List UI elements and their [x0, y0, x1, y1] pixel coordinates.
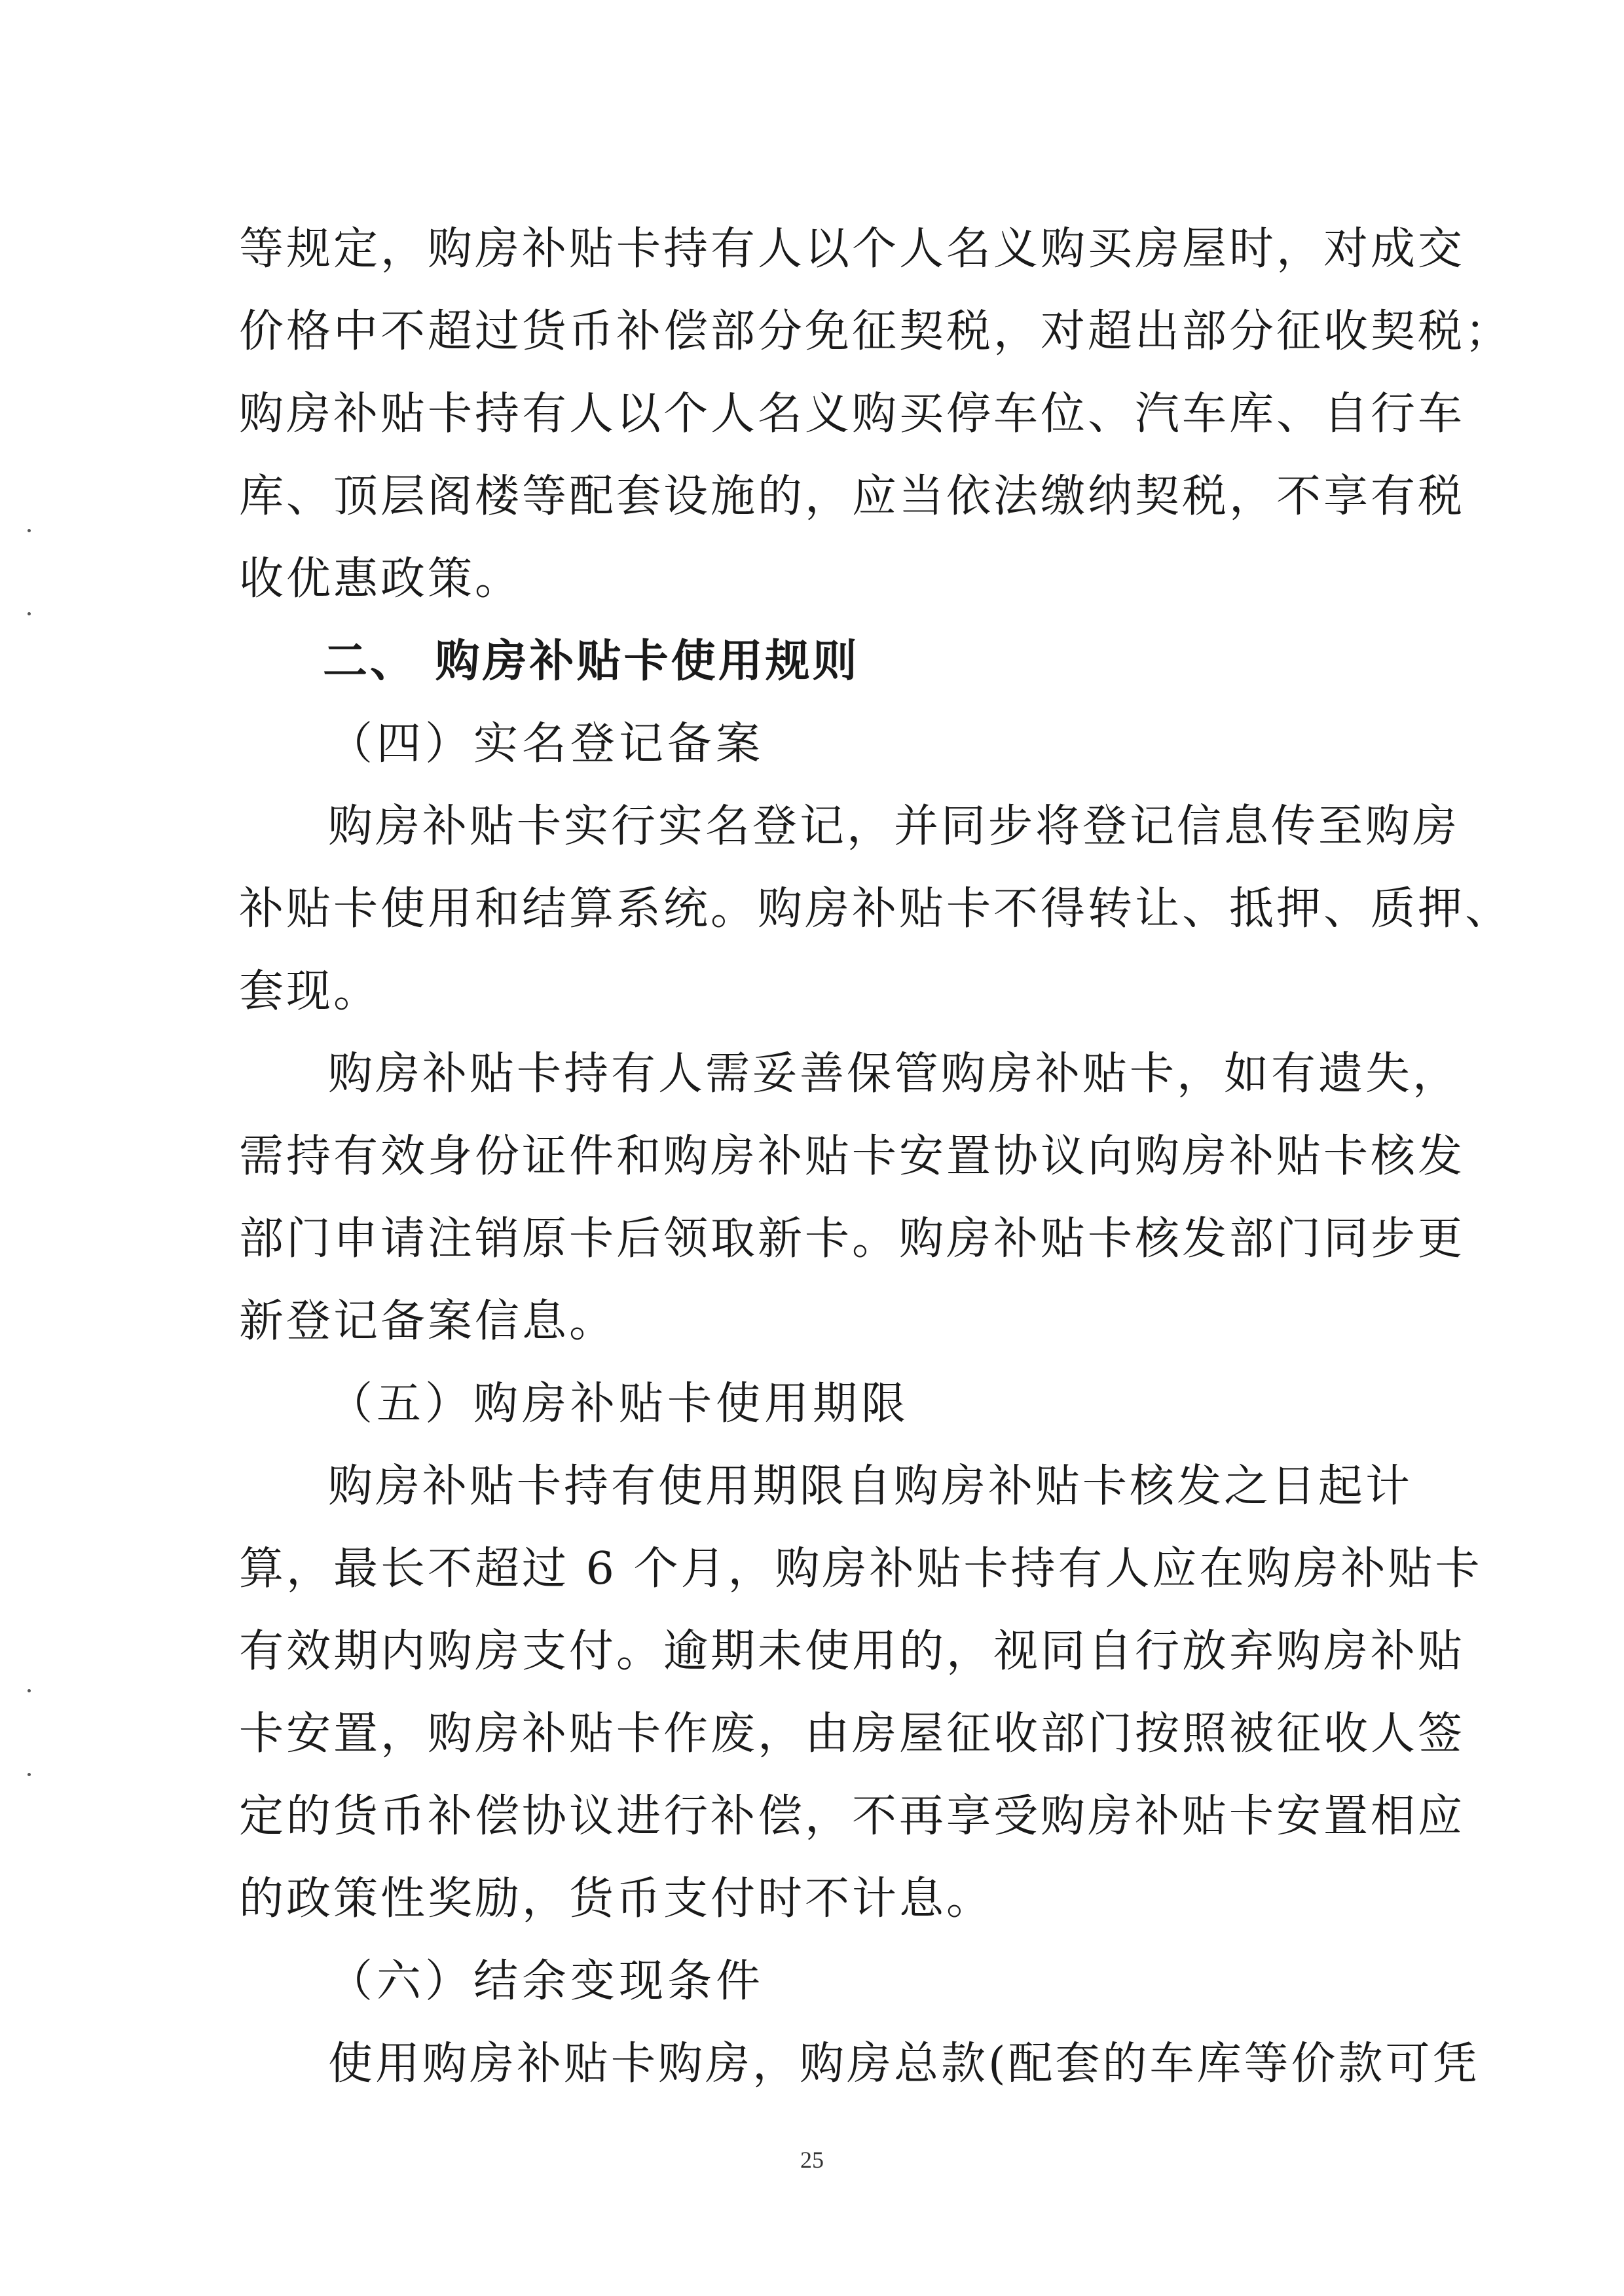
text-line: 需持有效身份证件和购房补贴卡安置协议向购房补贴卡核发: [239, 1131, 1466, 1182]
text-line: 等规定，购房补贴卡持有人以个人名义购买房屋时，对成交: [239, 223, 1466, 275]
text-line: 购房补贴卡持有人以个人名义购买停车位、汽车库、自行车: [239, 388, 1466, 440]
text-line: 算，最长不超过 6 个月，购房补贴卡持有人应在购房补贴卡: [239, 1543, 1483, 1595]
text-line: 库、顶层阁楼等配套设施的，应当依法缴纳契税，不享有税: [239, 471, 1466, 522]
section-heading: 二、 购房补贴卡使用规则: [323, 636, 860, 687]
text-line: 的政策性奖励，货币支付时不计息。: [239, 1873, 994, 1925]
text-line: 价格中不超过货币补偿部分免征契税，对超出部分征收契税；: [239, 306, 1513, 357]
subsection-heading: （四）实名登记备案: [328, 718, 765, 770]
binding-hole-mark: [28, 529, 31, 532]
binding-hole-mark: [28, 612, 31, 615]
page-number: 25: [800, 2147, 824, 2173]
text-line: 新登记备案信息。: [239, 1296, 617, 1347]
paragraph: [239, 1446, 1483, 1941]
text-line: 收优惠政策。: [239, 553, 523, 605]
text-line: 购房补贴卡实行实名登记，并同步将登记信息传至购房: [328, 801, 1460, 852]
binding-hole-mark: [28, 1689, 31, 1692]
text-line: 定的货币补偿协议进行补偿，不再享受购房补贴卡安置相应: [239, 1791, 1466, 1842]
paragraph: [239, 208, 1513, 621]
paragraph: [239, 1033, 1466, 1363]
page-body: [239, 208, 1513, 2105]
subsection-heading: （五）购房补贴卡使用期限: [328, 1378, 910, 1430]
text-line: 购房补贴卡持有人需妥善保管购房补贴卡，如有遗失，: [328, 1048, 1460, 1100]
text-line: 部门申请注销原卡后领取新卡。购房补贴卡核发部门同步更: [239, 1213, 1466, 1265]
paragraph: [239, 2023, 1480, 2105]
text-line: 补贴卡使用和结算系统。购房补贴卡不得转让、抵押、质押、: [239, 883, 1513, 935]
text-line: 套现。: [239, 966, 381, 1017]
text-line: 使用购房补贴卡购房，购房总款(配套的车库等价款可凭: [328, 2038, 1480, 2090]
binding-hole-mark: [28, 1773, 31, 1776]
paragraph: [239, 786, 1513, 1033]
text-line: 有效期内购房支付。逾期未使用的，视同自行放弃购房补贴: [239, 1626, 1466, 1677]
subsection-heading: （六）结余变现条件: [328, 1956, 765, 2007]
text-line: 卡安置，购房补贴卡作废，由房屋征收部门按照被征收人签: [239, 1708, 1466, 1760]
text-line: 购房补贴卡持有使用期限自购房补贴卡核发之日起计: [328, 1461, 1413, 1512]
